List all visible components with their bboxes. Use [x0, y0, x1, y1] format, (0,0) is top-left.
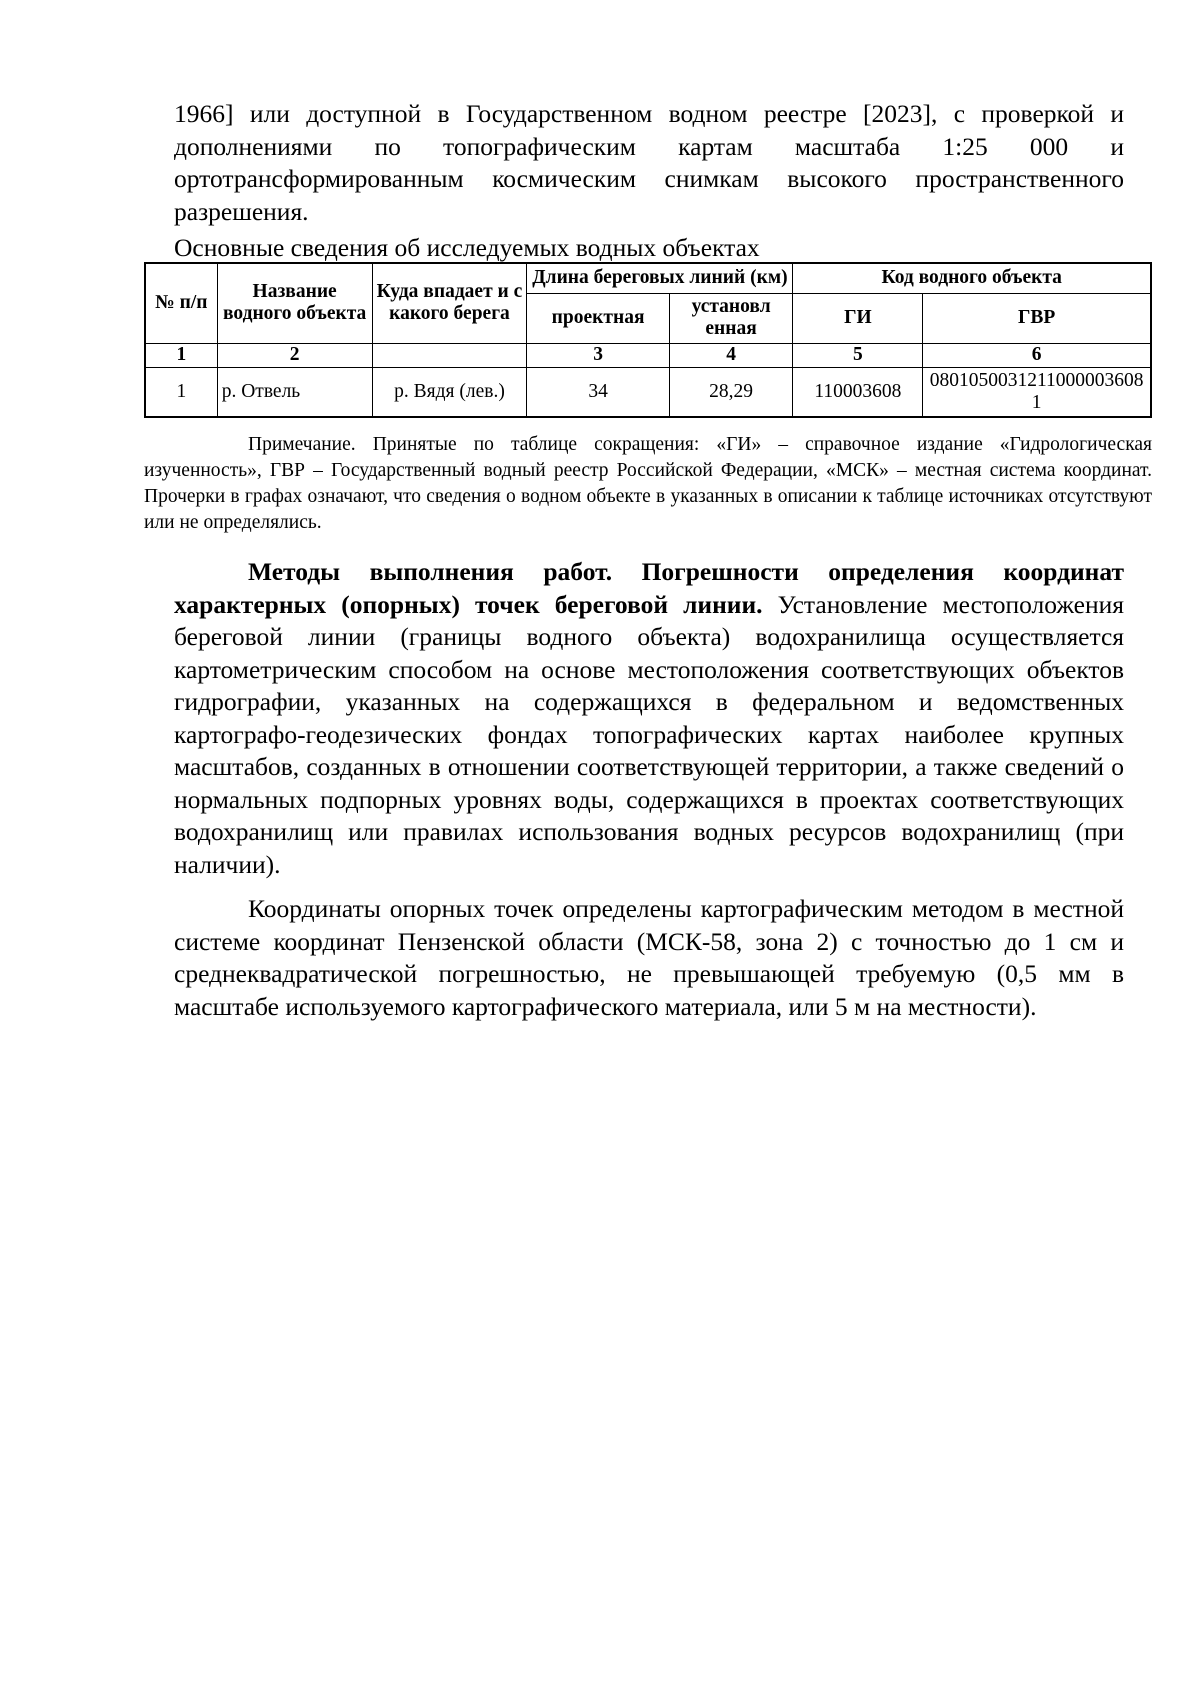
cell-flows: р. Вядя (лев.): [372, 367, 527, 417]
cell-established: 28,29: [669, 367, 793, 417]
table-caption: Основные сведения об исследуемых водных объектах: [174, 233, 760, 262]
intro-line-1: 1966] или доступной в Государственном водном реестре [2023], с проверкой: [174, 99, 1094, 128]
header-gi: ГИ: [793, 293, 923, 343]
header-num: № п/п: [145, 263, 217, 343]
header-flows: Куда впадает и с какого берега: [372, 263, 527, 343]
index-cell: 3: [527, 343, 669, 367]
intro-paragraph: [174, 98, 1124, 228]
table-row: [145, 367, 1151, 417]
cell-gi: 110003608: [793, 367, 923, 417]
index-cell: 2: [217, 343, 372, 367]
document-page: [144, 98, 1152, 1023]
index-cell: 6: [923, 343, 1151, 367]
header-name: Название водного объекта: [217, 263, 372, 343]
header-design: проектная: [527, 293, 669, 343]
water-objects-table: [144, 262, 1152, 418]
intro-rest: и дополнениями по топографическим картам масштаба 1:25 000 и ортотрансформированным космическим снимкам высокого пространственного разрешения.: [174, 99, 1124, 226]
index-cell: 5: [793, 343, 923, 367]
index-row: [145, 343, 1151, 367]
methods-paragraph: [174, 556, 1124, 881]
cell-name: р. Отвель: [217, 367, 372, 417]
header-length-group: Длина береговых линий (км): [527, 263, 793, 293]
table-note: Примечание. Принятые по таблице сокращения: «ГИ» – справочное издание «Гидрологическая изученность», ГВР – Государственный водный реестр Российской Федерации, «МСК» – местная система координат. Прочерки в графах означают, что сведения о водном объекте в указанных в описании к таблице источниках отсутствуют или не определялись.: [144, 434, 1152, 533]
header-code-group: Код водного объекта: [793, 263, 1151, 293]
index-cell: [372, 343, 527, 367]
coords-paragraph: Координаты опорных точек определены картографическим методом в местной системе координат Пензенской области (МСК-58, зона 2) с точностью до 1 см и среднеквадратической погрешностью, не превышающей требуемую (0,5 мм в масштабе используемого картографического материала, или 5 м на местности).: [174, 894, 1124, 1021]
header-gvr: ГВР: [923, 293, 1151, 343]
header-established: установл енная: [669, 293, 793, 343]
index-cell: 4: [669, 343, 793, 367]
methods-text: Установление местоположения береговой линии (границы водного объекта) водохранилища осуществляется картометрическим способом на основе местоположения соответствующих объектов гидрографии, указанных на содержащихся в федеральном и ведомственных картографо-геодезических фондах топографических картах наиболее крупных масштабов, созданных в отношении соответствующей территории, а также сведений о нормальных подпорных уровнях воды, содержащихся в проектах соответствующих водохранилищ или правилах использования водных ресурсов водохранилищ (при наличии).: [174, 589, 1125, 879]
cell-gvr: 08010500312110000036081: [923, 367, 1151, 417]
methods-heading: Методы выполнения работ. Погрешности определения координат характерных (опорных) точек береговой линии.: [174, 557, 1124, 619]
cell-design: 34: [527, 367, 669, 417]
cell-num: 1: [145, 367, 217, 417]
index-cell: 1: [145, 343, 217, 367]
